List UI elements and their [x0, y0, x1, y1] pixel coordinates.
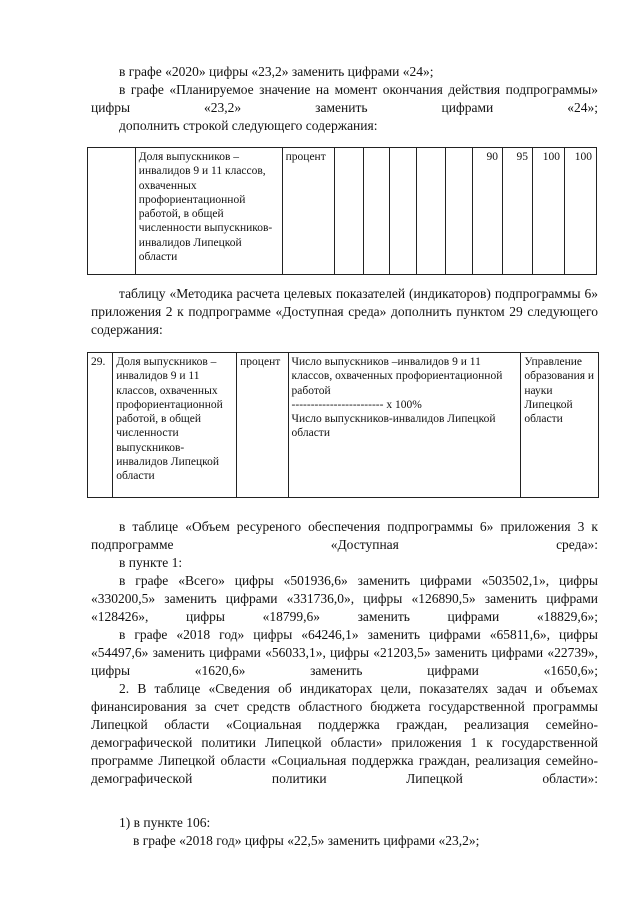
- table2-indicator: Доля выпускников – инвалидов 9 и 11 классов, охваченных профориентационной работой, в общей численности выпускников-инвалидов Липецкой области: [113, 353, 237, 498]
- table1-value: 100: [532, 148, 564, 275]
- table1-empty-cell: [446, 148, 473, 275]
- point-1: в пункте 1:: [119, 555, 183, 570]
- year-2018-paragraph: в графе «2018 год» цифры «64246,1» заменить цифрами «65811,6», цифры «54497,6» заменить цифрами «56033,1», цифры «21203,5» заменить цифрами «22739», цифры «1620,6» заменить цифрами «1650,6»;: [91, 627, 598, 678]
- table1-value: 100: [564, 148, 596, 275]
- table1-indicator: Доля выпускников – инвалидов 9 и 11 классов, охваченных профориентационной работой, в общей численности выпускников-инвалидов Липецкой области: [135, 148, 282, 275]
- table2-source: Управление образования и науки Липецкой области: [521, 353, 599, 498]
- total-column-paragraph: в графе «Всего» цифры «501936,6» заменить цифрами «503502,1», цифры «330200,5» заменить цифрами «331736,0», цифры «126890,5» заменить цифрами «128426», цифры «18799,6» заменить цифрами «18829,6»;: [91, 573, 598, 624]
- intro-line-2: в графе «Планируемое значение на момент окончания действия подпрограммы» цифры «23,2» заменить цифрами «24»;: [91, 82, 598, 115]
- table1-value: 95: [503, 148, 533, 275]
- methodology-table-row: [87, 352, 599, 498]
- table1-empty-cell: [363, 148, 390, 275]
- table2-formula: [288, 353, 521, 498]
- intro-line-1: в графе «2020» цифры «23,2» заменить цифрами «24»;: [119, 64, 434, 79]
- formula-denominator: Число выпускников-инвалидов Липецкой области: [291, 413, 496, 440]
- table1-value: 90: [473, 148, 503, 275]
- table1-empty-cell: [417, 148, 446, 275]
- formula-numerator: Число выпускников –инвалидов 9 и 11 классов, охваченных профориентационной работой: [291, 356, 503, 397]
- method-paragraph: таблицу «Методика расчета целевых показателей (индикаторов) подпрограммы 6» приложения 2 к подпрограмме «Доступная среда» дополнить пунктом 29 следующего содержания:: [91, 286, 598, 337]
- table1-empty-cell: [334, 148, 363, 275]
- point-106: 1) в пункте 106:: [119, 815, 211, 830]
- table1-unit: процент: [282, 148, 334, 275]
- formula-fraction-line: ------------------------ х 100%: [291, 398, 422, 411]
- table2-number: 29.: [88, 353, 113, 498]
- last-paragraph: в графе «2018 год» цифры «22,5» заменить цифрами «23,2»;: [133, 833, 480, 848]
- item-2-paragraph: 2. В таблице «Сведения об индикаторах цели, показателях задач и объемах финансирования за счет средств областного бюджета государственной программы Липецкой области «Социальная поддержка граждан, реализация семейно-демографической политики Липецкой области» приложения 1 к государственной программе Липецкой области «Социальная поддержка граждан, реализация семейно-демографической политики Липецкой области»:: [91, 681, 598, 786]
- table1-empty-cell: [390, 148, 417, 275]
- intro-line-3: дополнить строкой следующего содержания:: [119, 118, 378, 133]
- table1-empty-cell: [88, 148, 136, 275]
- resources-paragraph: в таблице «Объем ресуреного обеспечения подпрограммы 6» приложения 3 к подпрограмме «Доступная среда»:: [91, 519, 598, 552]
- table2-unit: процент: [237, 353, 288, 498]
- indicator-table-row: [87, 147, 597, 275]
